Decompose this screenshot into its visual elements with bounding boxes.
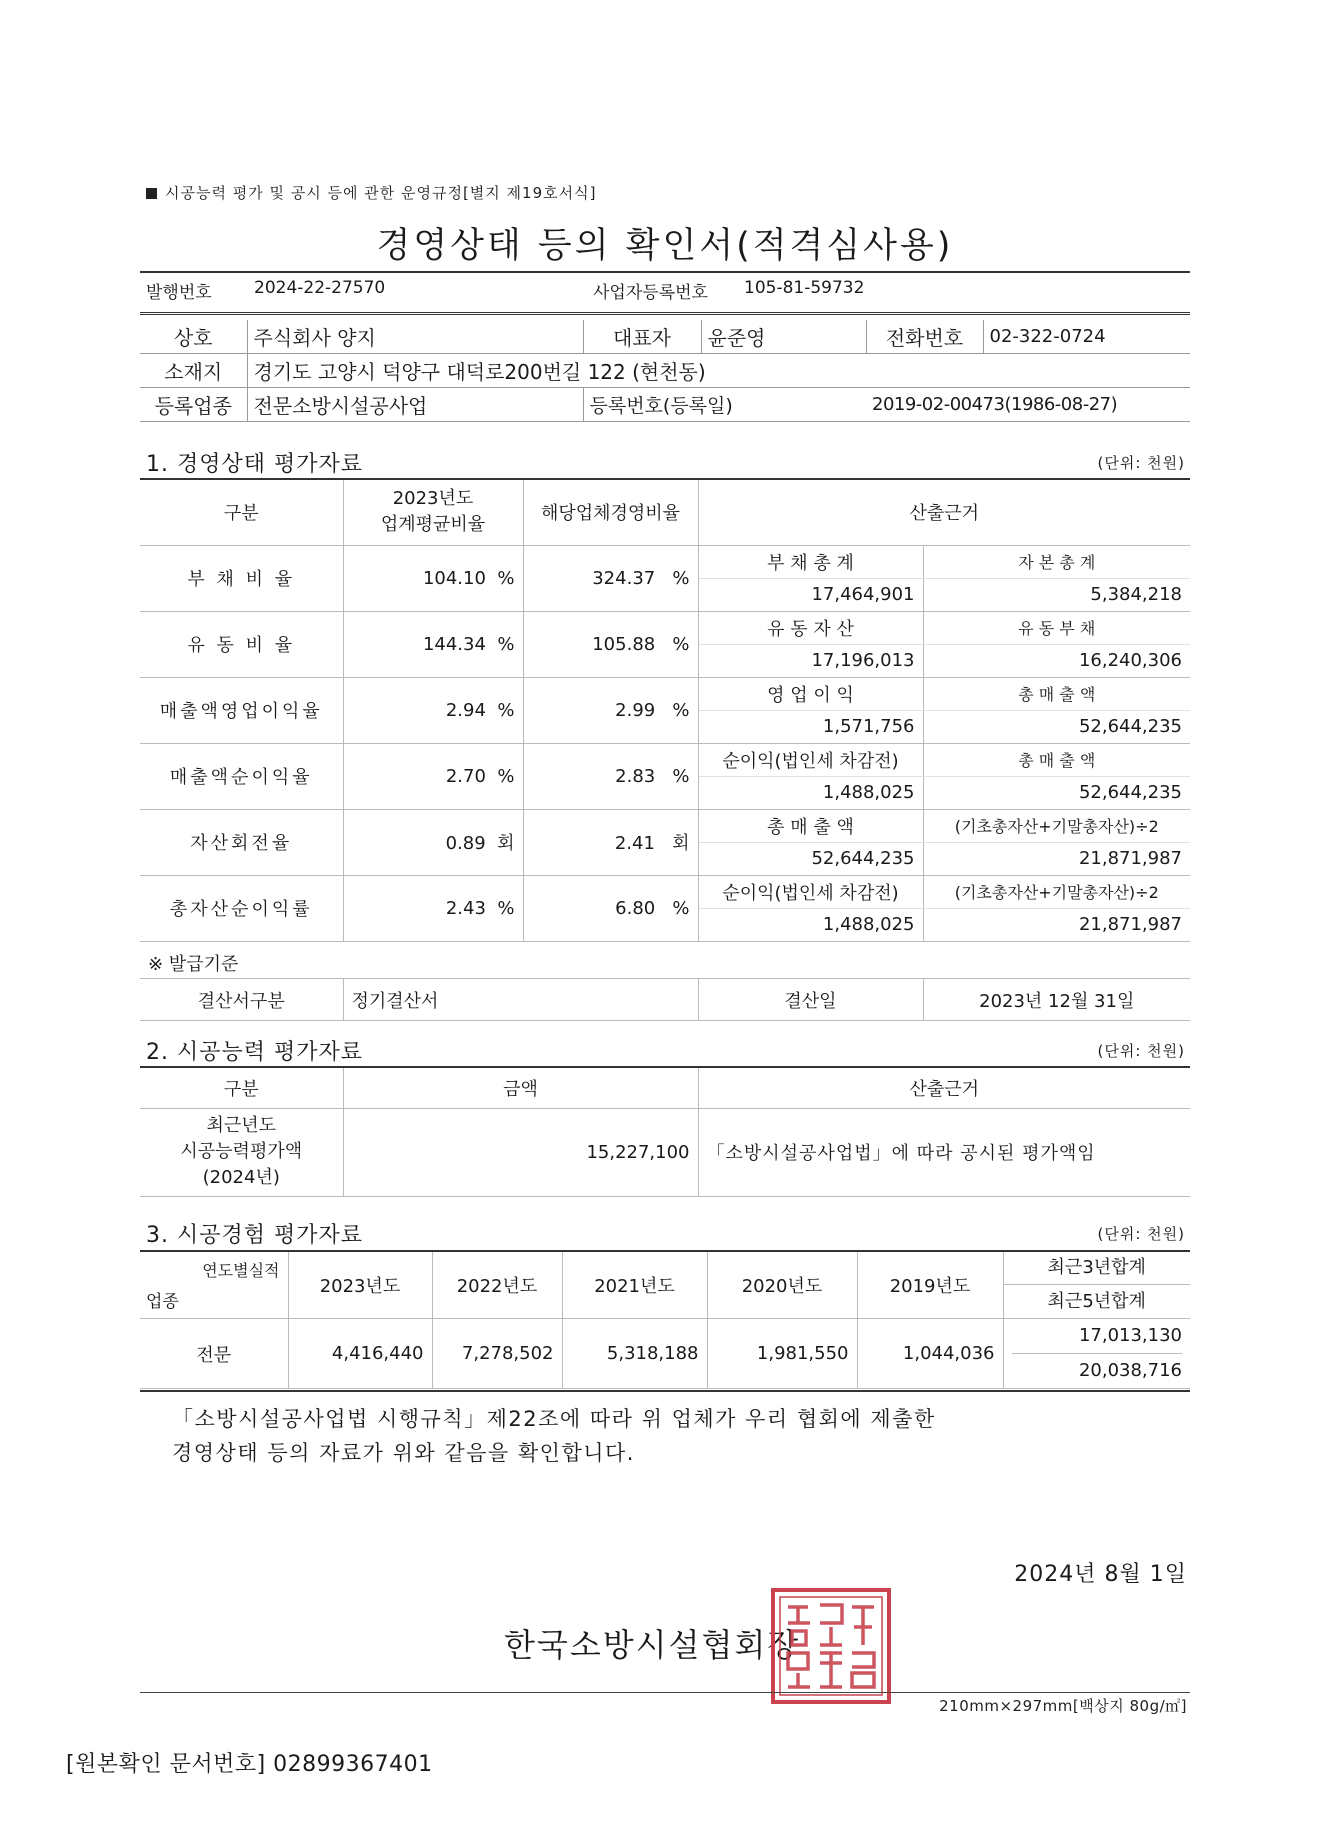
- construction-experience-table: [140, 1252, 1190, 1389]
- bizno-value: 105-81-59732: [744, 278, 865, 298]
- basis-label-2: 유 동 부 채: [923, 611, 1190, 644]
- tel-label: 전화번호: [866, 320, 983, 354]
- s3-year-2021: 2021년도: [562, 1252, 707, 1319]
- ratio-rows: [140, 545, 1190, 941]
- issue-no-label: 발행번호: [146, 283, 212, 303]
- divider: [140, 312, 1190, 315]
- ratio-row: [140, 875, 1190, 908]
- company-ratio-value: 2.99 %: [523, 677, 698, 743]
- basis-label-2: 자 본 총 계: [923, 545, 1190, 578]
- business-type-value: 전문소방시설공사업: [247, 388, 583, 422]
- ratio-row: [140, 677, 1190, 710]
- original-document-number: [원본확인 문서번호] 02899367401: [66, 1752, 433, 1777]
- section3-title: 3. 시공경험 평가자료: [146, 1223, 363, 1248]
- address-value: 경기도 고양시 덕양구 대덕로200번길 122 (현천동): [247, 354, 1190, 388]
- divider: [140, 1692, 1190, 1693]
- s3-corner-bottom: 업종: [146, 1292, 179, 1312]
- ceo-value: 윤준영: [701, 320, 866, 354]
- issuance-criteria-title: ※ 발급기준: [148, 954, 239, 975]
- s3-corner-cell: [140, 1252, 288, 1319]
- basis-value-1: 17,464,901: [698, 578, 923, 611]
- statement-line-2: 경영상태 등의 자료가 위와 같음을 확인합니다.: [172, 1441, 635, 1465]
- divider: [140, 271, 1190, 273]
- s3-value-2019: 1,044,036: [857, 1319, 1003, 1389]
- header-category: 구분: [140, 480, 343, 545]
- basis-value-2: 52,644,235: [923, 776, 1190, 809]
- settlement-type-value: 정기결산서: [343, 979, 698, 1021]
- header-company-ratio: 해당업체경영비율: [523, 480, 698, 545]
- paper-spec: 210mm×297mm[백상지 80g/㎡]: [939, 1697, 1187, 1715]
- s2-basis: 「소방시설공사업법」에 따라 공시된 평가액임: [698, 1108, 1190, 1196]
- ratio-name: 매출액영업이익율: [140, 677, 343, 743]
- section1-unit: (단위: 천원): [1097, 454, 1185, 472]
- ratio-name: 총자산순이익률: [140, 875, 343, 941]
- tel-value: 02-322-0724: [983, 320, 1190, 354]
- ratio-row: [140, 743, 1190, 776]
- basis-value-1: 1,571,756: [698, 710, 923, 743]
- company-ratio-value: 6.80 %: [523, 875, 698, 941]
- company-ratio-value: 2.83 %: [523, 743, 698, 809]
- industry-average-value: 2.70 %: [343, 743, 523, 809]
- ratio-row: [140, 611, 1190, 644]
- basis-label-1: 총 매 출 액: [698, 809, 923, 842]
- basis-value-2: 5,384,218: [923, 578, 1190, 611]
- s3-sum5-label: 최근5년합계: [1047, 1291, 1146, 1312]
- issue-no-value: 2024-22-27570: [254, 278, 386, 298]
- s3-sum-headers: [1003, 1252, 1190, 1319]
- s2-row-label: 최근년도 시공능력평가액 (2024년): [140, 1108, 343, 1196]
- s3-year-2023: 2023년도: [288, 1252, 432, 1319]
- seal-script-glyphs: [788, 1605, 874, 1687]
- confirmation-statement: [172, 1402, 936, 1470]
- s3-value-2021: 5,318,188: [562, 1319, 707, 1389]
- form-reference: 시공능력 평가 및 공시 등에 관한 운영규정[별지 제19호서식]: [146, 182, 596, 203]
- basis-label-2: 총 매 출 액: [923, 743, 1190, 776]
- ratio-row: [140, 809, 1190, 842]
- basis-value-1: 1,488,025: [698, 908, 923, 941]
- header-industry-average: 2023년도 업계평균비율: [343, 480, 523, 545]
- basis-label-2: 총 매 출 액: [923, 677, 1190, 710]
- basis-value-1: 1,488,025: [698, 776, 923, 809]
- company-info-table: [140, 320, 1190, 422]
- management-status-table: [140, 480, 1190, 942]
- s2-header-amount: 금액: [343, 1068, 698, 1108]
- company-name-label: 상호: [140, 320, 247, 354]
- industry-average-value: 104.10 %: [343, 545, 523, 611]
- s3-corner-top: 연도별실적: [202, 1261, 280, 1280]
- settlement-table: [140, 978, 1190, 1021]
- s3-sum3-value: 17,013,130: [1012, 1319, 1183, 1354]
- s2-header-category: 구분: [140, 1068, 343, 1108]
- section2-title: 2. 시공능력 평가자료: [146, 1040, 363, 1065]
- basis-value-1: 52,644,235: [698, 842, 923, 875]
- s3-value-2022: 7,278,502: [432, 1319, 562, 1389]
- basis-value-2: 21,871,987: [923, 908, 1190, 941]
- construction-capability-table: [140, 1068, 1190, 1197]
- document-title: 경영상태 등의 확인서(적격심사용): [376, 226, 954, 266]
- company-name-value: 주식회사 양지: [247, 320, 583, 354]
- industry-average-value: 2.43 %: [343, 875, 523, 941]
- s3-sum-values: [1003, 1319, 1190, 1389]
- address-label: 소재지: [140, 354, 247, 388]
- basis-label-1: 부 채 총 계: [698, 545, 923, 578]
- official-seal: [770, 1587, 892, 1705]
- s3-row-label: 전문: [140, 1319, 288, 1389]
- basis-label-1: 순이익(법인세 차감전): [698, 743, 923, 776]
- s3-value-2023: 4,416,440: [288, 1319, 432, 1389]
- basis-value-2: 21,871,987: [923, 842, 1190, 875]
- issuer-name: 한국소방시설협회장: [504, 1626, 801, 1664]
- basis-value-2: 16,240,306: [923, 644, 1190, 677]
- basis-label-2: (기초총자산+기말총자산)÷2: [923, 809, 1190, 842]
- issue-date: 2024년 8월 1일: [1014, 1562, 1187, 1587]
- industry-average-value: 2.94 %: [343, 677, 523, 743]
- basis-label-1: 영 업 이 익: [698, 677, 923, 710]
- basis-label-2: (기초총자산+기말총자산)÷2: [923, 875, 1190, 908]
- s2-amount: 15,227,100: [343, 1108, 698, 1196]
- settlement-date-label: 결산일: [698, 979, 923, 1021]
- settlement-type-label: 결산서구분: [140, 979, 343, 1021]
- ratio-row: [140, 545, 1190, 578]
- ratio-name: 자산회전율: [140, 809, 343, 875]
- settlement-date-value: 2023년 12월 31일: [923, 979, 1190, 1021]
- basis-label-1: 유 동 자 산: [698, 611, 923, 644]
- s3-year-2020: 2020년도: [707, 1252, 857, 1319]
- statement-line-1: 「소방시설공사업법 시행규칙」제22조에 따라 위 업체가 우리 협회에 제출한: [172, 1407, 936, 1431]
- industry-average-value: 144.34 %: [343, 611, 523, 677]
- s2-header-basis: 산출근거: [698, 1068, 1190, 1108]
- s3-sum5-value: 20,038,716: [1078, 1360, 1182, 1381]
- company-ratio-value: 105.88 %: [523, 611, 698, 677]
- company-ratio-value: 324.37 %: [523, 545, 698, 611]
- section3-unit: (단위: 천원): [1097, 1225, 1185, 1243]
- registration-value: 2019-02-00473(1986-08-27): [866, 388, 1190, 422]
- business-type-label: 등록업종: [140, 388, 247, 422]
- ratio-name: 유 동 비 율: [140, 611, 343, 677]
- ratio-name: 부 채 비 율: [140, 545, 343, 611]
- basis-label-1: 순이익(법인세 차감전): [698, 875, 923, 908]
- registration-label: 등록번호(등록일): [583, 388, 866, 422]
- s3-year-2019: 2019년도: [857, 1252, 1003, 1319]
- square-bullet-icon: [146, 188, 157, 199]
- s3-value-2020: 1,981,550: [707, 1319, 857, 1389]
- section1-title: 1. 경영상태 평가자료: [146, 452, 363, 477]
- ratio-name: 매출액순이익율: [140, 743, 343, 809]
- ceo-label: 대표자: [583, 320, 701, 354]
- s3-year-2022: 2022년도: [432, 1252, 562, 1319]
- company-ratio-value: 2.41 회: [523, 809, 698, 875]
- basis-value-2: 52,644,235: [923, 710, 1190, 743]
- header-basis: 산출근거: [698, 480, 1190, 545]
- section2-unit: (단위: 천원): [1097, 1042, 1185, 1060]
- bizno-label: 사업자등록번호: [593, 283, 708, 303]
- industry-average-value: 0.89 회: [343, 809, 523, 875]
- divider: [140, 1390, 1190, 1392]
- s3-sum3-label: 최근3년합계: [1004, 1252, 1191, 1285]
- basis-value-1: 17,196,013: [698, 644, 923, 677]
